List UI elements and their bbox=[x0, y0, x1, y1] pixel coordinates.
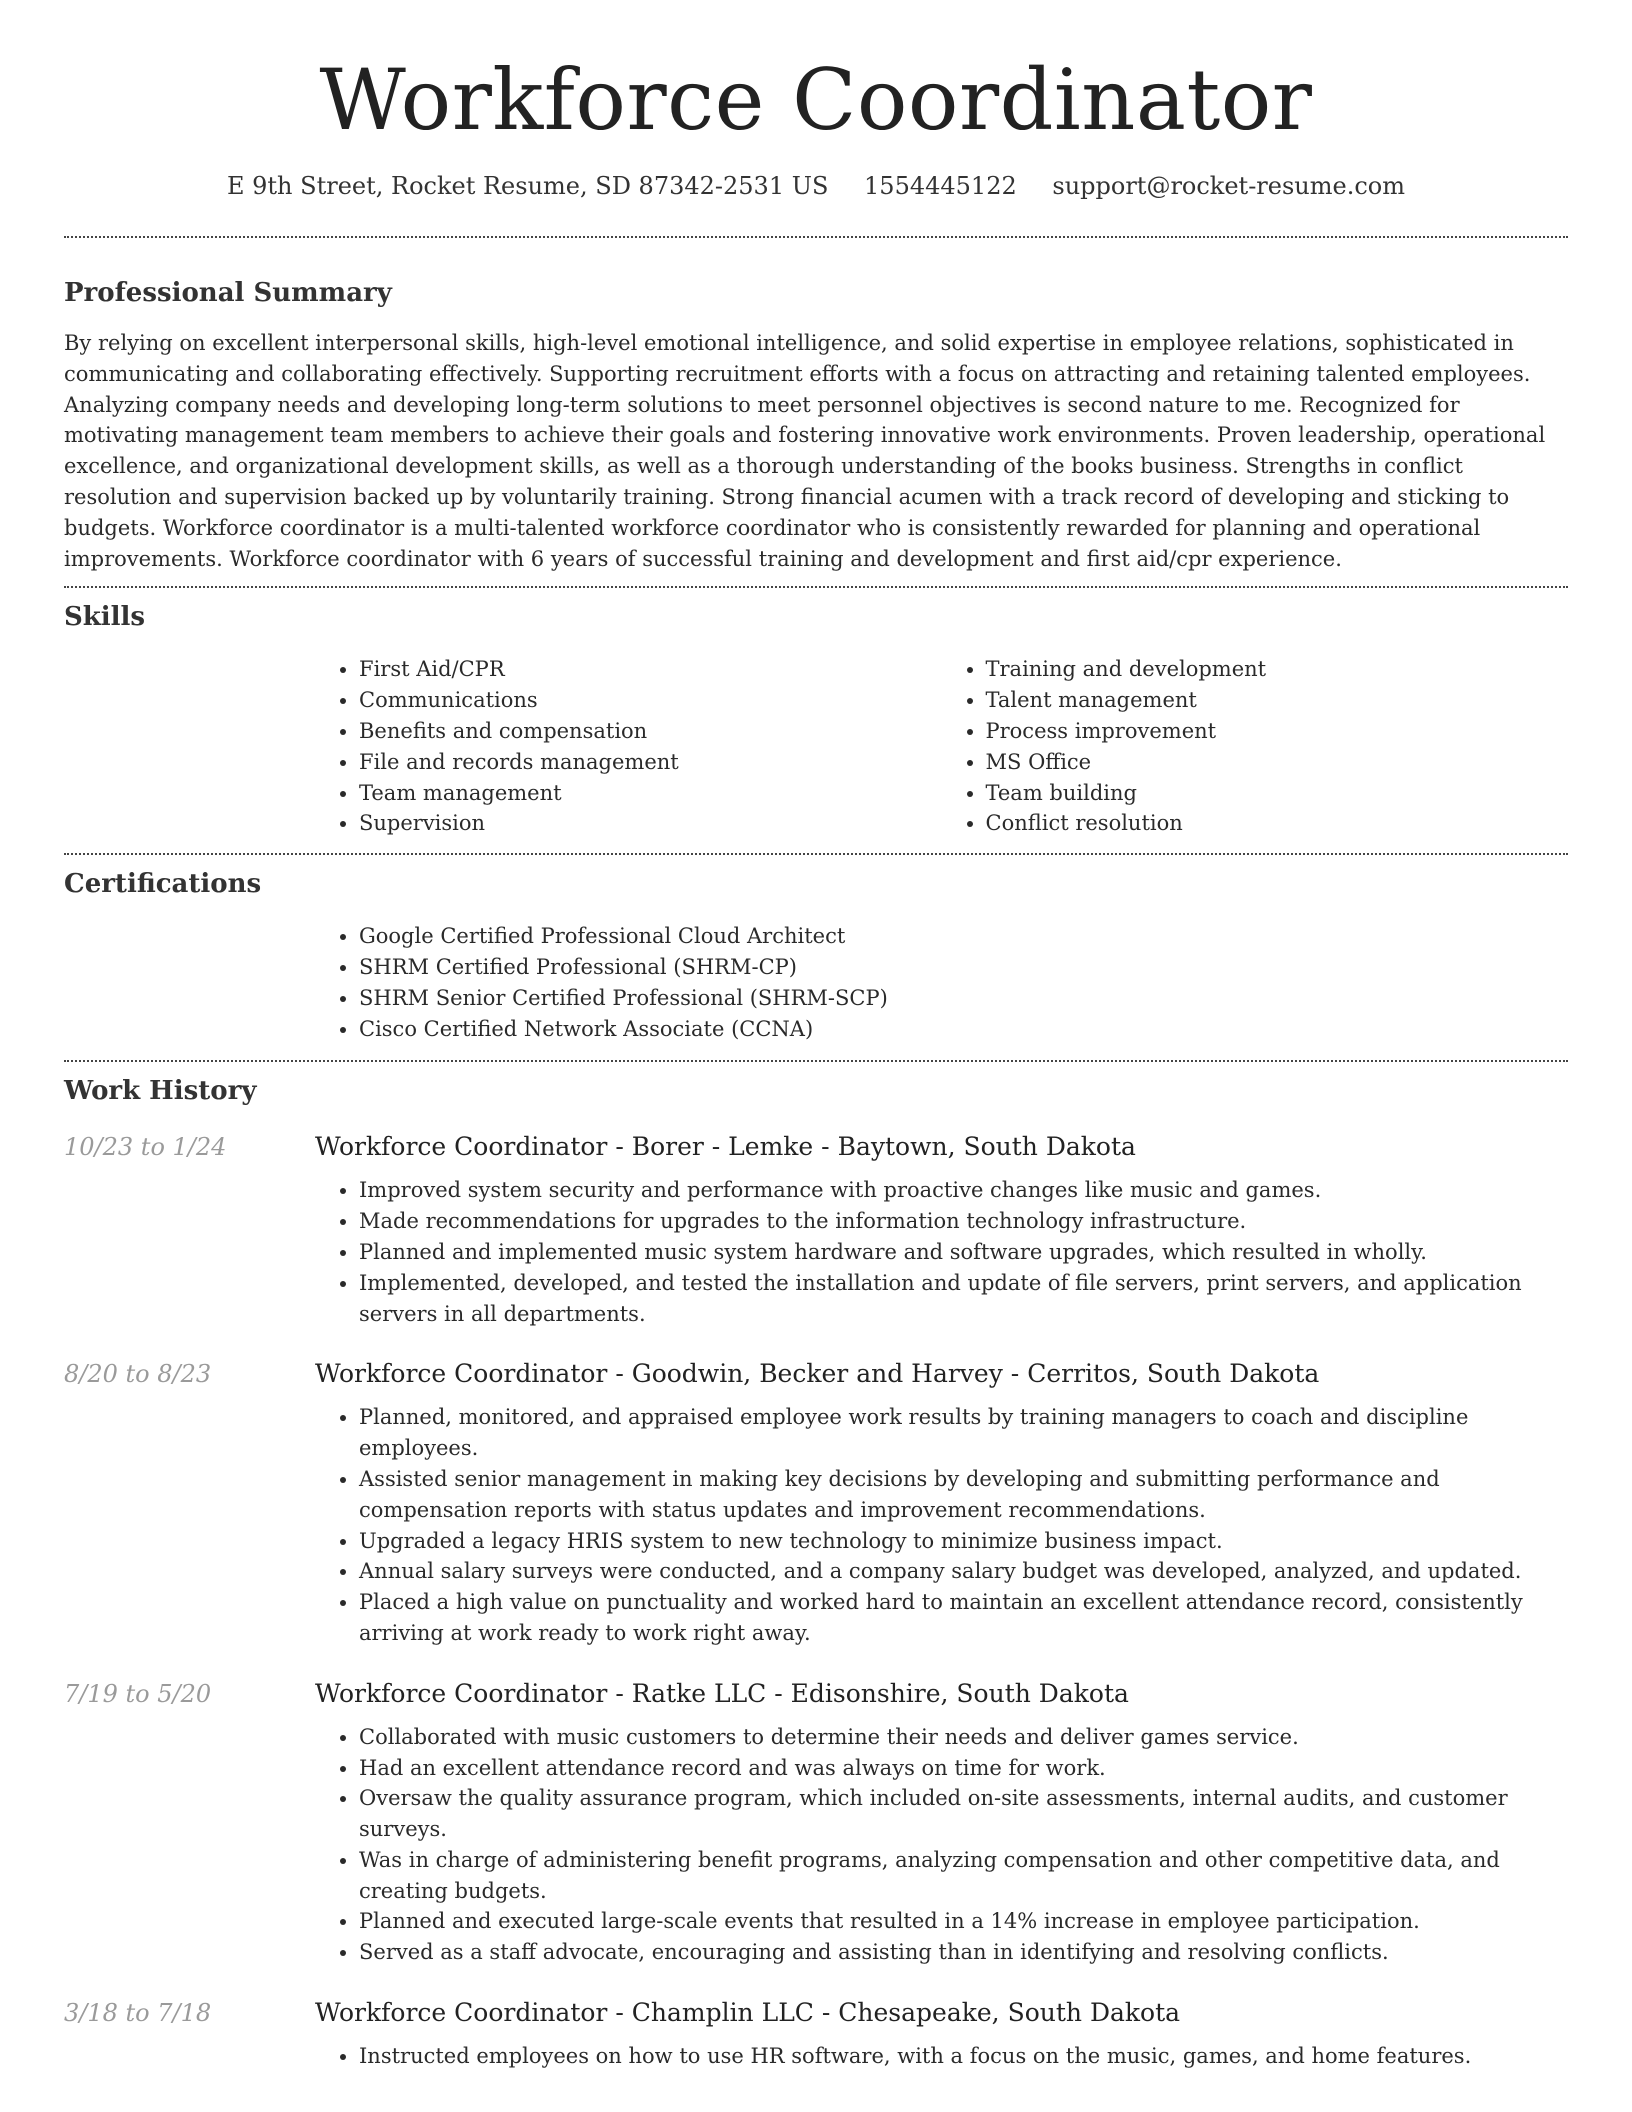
skill-item: • Process improvement bbox=[986, 716, 1569, 747]
job-bullet: • Planned and implemented music system hardware and software upgrades, which resulted in wholly. bbox=[359, 1237, 1568, 1268]
certification-item: • Google Certified Professional Cloud Architect bbox=[359, 921, 1568, 952]
certification-item: • SHRM Certified Professional (SHRM-CP) bbox=[359, 952, 1568, 983]
job-title: Workforce Coordinator - Champlin LLC - Chesapeake, South Dakota bbox=[315, 1998, 1181, 2028]
job-dates: 7/19 to 5/20 bbox=[64, 1679, 212, 1708]
job-bullets bbox=[315, 2041, 1568, 2072]
certification-item: • Cisco Certified Network Associate (CCNA) bbox=[359, 1014, 1568, 1045]
job-entry bbox=[64, 1679, 1568, 1968]
skills-section bbox=[64, 600, 1568, 839]
job-bullet: • Improved system security and performance with proactive changes like music and games. bbox=[359, 1175, 1568, 1206]
job-dates: 8/20 to 8/23 bbox=[64, 1360, 212, 1389]
skill-item: • Training and development bbox=[986, 654, 1569, 685]
job-title: Workforce Coordinator - Ratke LLC - Edisonshire, South Dakota bbox=[315, 1678, 1129, 1708]
skills-list-right bbox=[942, 654, 1569, 839]
job-bullet: • Planned and executed large-scale events that resulted in a 14% increase in employee participation. bbox=[359, 1906, 1568, 1937]
job-header bbox=[64, 1679, 1568, 1708]
job-bullet: • Assisted senior management in making key decisions by developing and submitting performance and compensation reports with status updates and improvement recommendations. bbox=[359, 1464, 1568, 1526]
job-bullets bbox=[315, 1175, 1568, 1329]
divider bbox=[64, 1060, 1568, 1062]
skill-item: • Conflict resolution bbox=[986, 808, 1569, 839]
job-bullet: • Upgraded a legacy HRIS system to new technology to minimize business impact. bbox=[359, 1526, 1568, 1557]
skill-item: • Benefits and compensation bbox=[359, 716, 942, 747]
job-entry bbox=[64, 1359, 1568, 1648]
skill-item: • Communications bbox=[359, 685, 942, 716]
job-bullet: • Instructed employees on how to use HR software, with a focus on the music, games, and home features. bbox=[359, 2041, 1568, 2072]
job-header bbox=[64, 1998, 1568, 2027]
divider bbox=[64, 586, 1568, 588]
work-history-heading: Work History bbox=[64, 1076, 257, 1107]
job-bullets bbox=[315, 1722, 1568, 1968]
job-bullet: • Collaborated with music customers to determine their needs and deliver games service. bbox=[359, 1722, 1568, 1753]
skill-item: • Supervision bbox=[359, 808, 942, 839]
divider bbox=[64, 853, 1568, 855]
job-entry bbox=[64, 1132, 1568, 1329]
skills-list-left bbox=[315, 654, 942, 839]
work-history-section bbox=[64, 1074, 1568, 2072]
job-header bbox=[64, 1359, 1568, 1388]
job-bullet: • Planned, monitored, and appraised employee work results by training managers to coach and discipline employees. bbox=[359, 1402, 1568, 1464]
skill-item: • First Aid/CPR bbox=[359, 654, 942, 685]
contact-line bbox=[64, 170, 1568, 202]
job-bullet: • Was in charge of administering benefit programs, analyzing compensation and other competitive data, and creating budgets. bbox=[359, 1845, 1568, 1907]
skills-heading: Skills bbox=[64, 602, 146, 633]
skill-item: • Team building bbox=[986, 778, 1569, 809]
job-title: Workforce Coordinator - Borer - Lemke - Baytown, South Dakota bbox=[315, 1132, 1136, 1162]
job-bullet: • Served as a staff advocate, encouraging and assisting than in identifying and resolving conflicts. bbox=[359, 1937, 1568, 1968]
job-header bbox=[64, 1132, 1568, 1161]
summary-section bbox=[64, 276, 1568, 574]
contact-email: support@rocket-resume.com bbox=[1052, 172, 1405, 200]
page-title: Workforce Coordinator bbox=[319, 51, 1313, 149]
job-bullet: • Implemented, developed, and tested the installation and update of file servers, print servers, and application servers in all departments. bbox=[359, 1268, 1568, 1330]
certifications-heading: Certifications bbox=[64, 869, 262, 900]
job-dates: 3/18 to 7/18 bbox=[64, 1999, 212, 2028]
summary-heading: Professional Summary bbox=[64, 278, 392, 308]
skill-item: • MS Office bbox=[986, 747, 1569, 778]
skills-grid bbox=[315, 654, 1568, 839]
certification-item: • SHRM Senior Certified Professional (SHRM-SCP) bbox=[359, 983, 1568, 1014]
certifications-list bbox=[315, 921, 1568, 1044]
job-bullet: • Made recommendations for upgrades to the information technology infrastructure. bbox=[359, 1206, 1568, 1237]
job-dates: 10/23 to 1/24 bbox=[64, 1133, 227, 1162]
skill-item: • Team management bbox=[359, 778, 942, 809]
contact-phone: 1554445122 bbox=[864, 172, 1017, 200]
job-title: Workforce Coordinator - Goodwin, Becker and Harvey - Cerritos, South Dakota bbox=[315, 1359, 1320, 1389]
job-bullet: • Annual salary surveys were conducted, and a company salary budget was developed, analyzed, and updated. bbox=[359, 1556, 1568, 1587]
skill-item: • Talent management bbox=[986, 685, 1569, 716]
skill-item: • File and records management bbox=[359, 747, 942, 778]
job-bullet: • Had an excellent attendance record and was always on time for work. bbox=[359, 1753, 1568, 1784]
job-bullets bbox=[315, 1402, 1568, 1648]
contact-address: E 9th Street, Rocket Resume, SD 87342-2531 US bbox=[226, 172, 829, 200]
job-bullet: • Placed a high value on punctuality and worked hard to maintain an excellent attendance record, consistently arriving at work ready to work right away. bbox=[359, 1587, 1568, 1649]
divider bbox=[64, 236, 1568, 238]
job-bullet: • Oversaw the quality assurance program, which included on-site assessments, internal audits, and customer surveys. bbox=[359, 1783, 1568, 1845]
summary-text: By relying on excellent interpersonal skills, high-level emotional intelligence, and solid expertise in employee relations, sophisticated in communicating and collaborating effectively. Supporting recruitment efforts with a focus on attracting and retaining talented employees. Analyzing company needs and developing long-term solutions to meet personnel objectives is second nature to me. Recognized for motivating management team members to achieve their goals and fostering innovative work environments. Proven leadership, operational excellence, and organizational development skills, as well as a thorough understanding of the books business. Strengths in conflict resolution and supervision backed up by voluntarily training. Strong financial acumen with a track record of developing and sticking to budgets. Workforce coordinator is a multi-talented workforce coordinator who is consistently rewarded for planning and operational improvements. Workforce coordinator with 6 years of successful training and development and first aid/cpr experience. bbox=[64, 331, 1546, 571]
certifications-section bbox=[64, 867, 1568, 1044]
job-entry bbox=[64, 1998, 1568, 2072]
